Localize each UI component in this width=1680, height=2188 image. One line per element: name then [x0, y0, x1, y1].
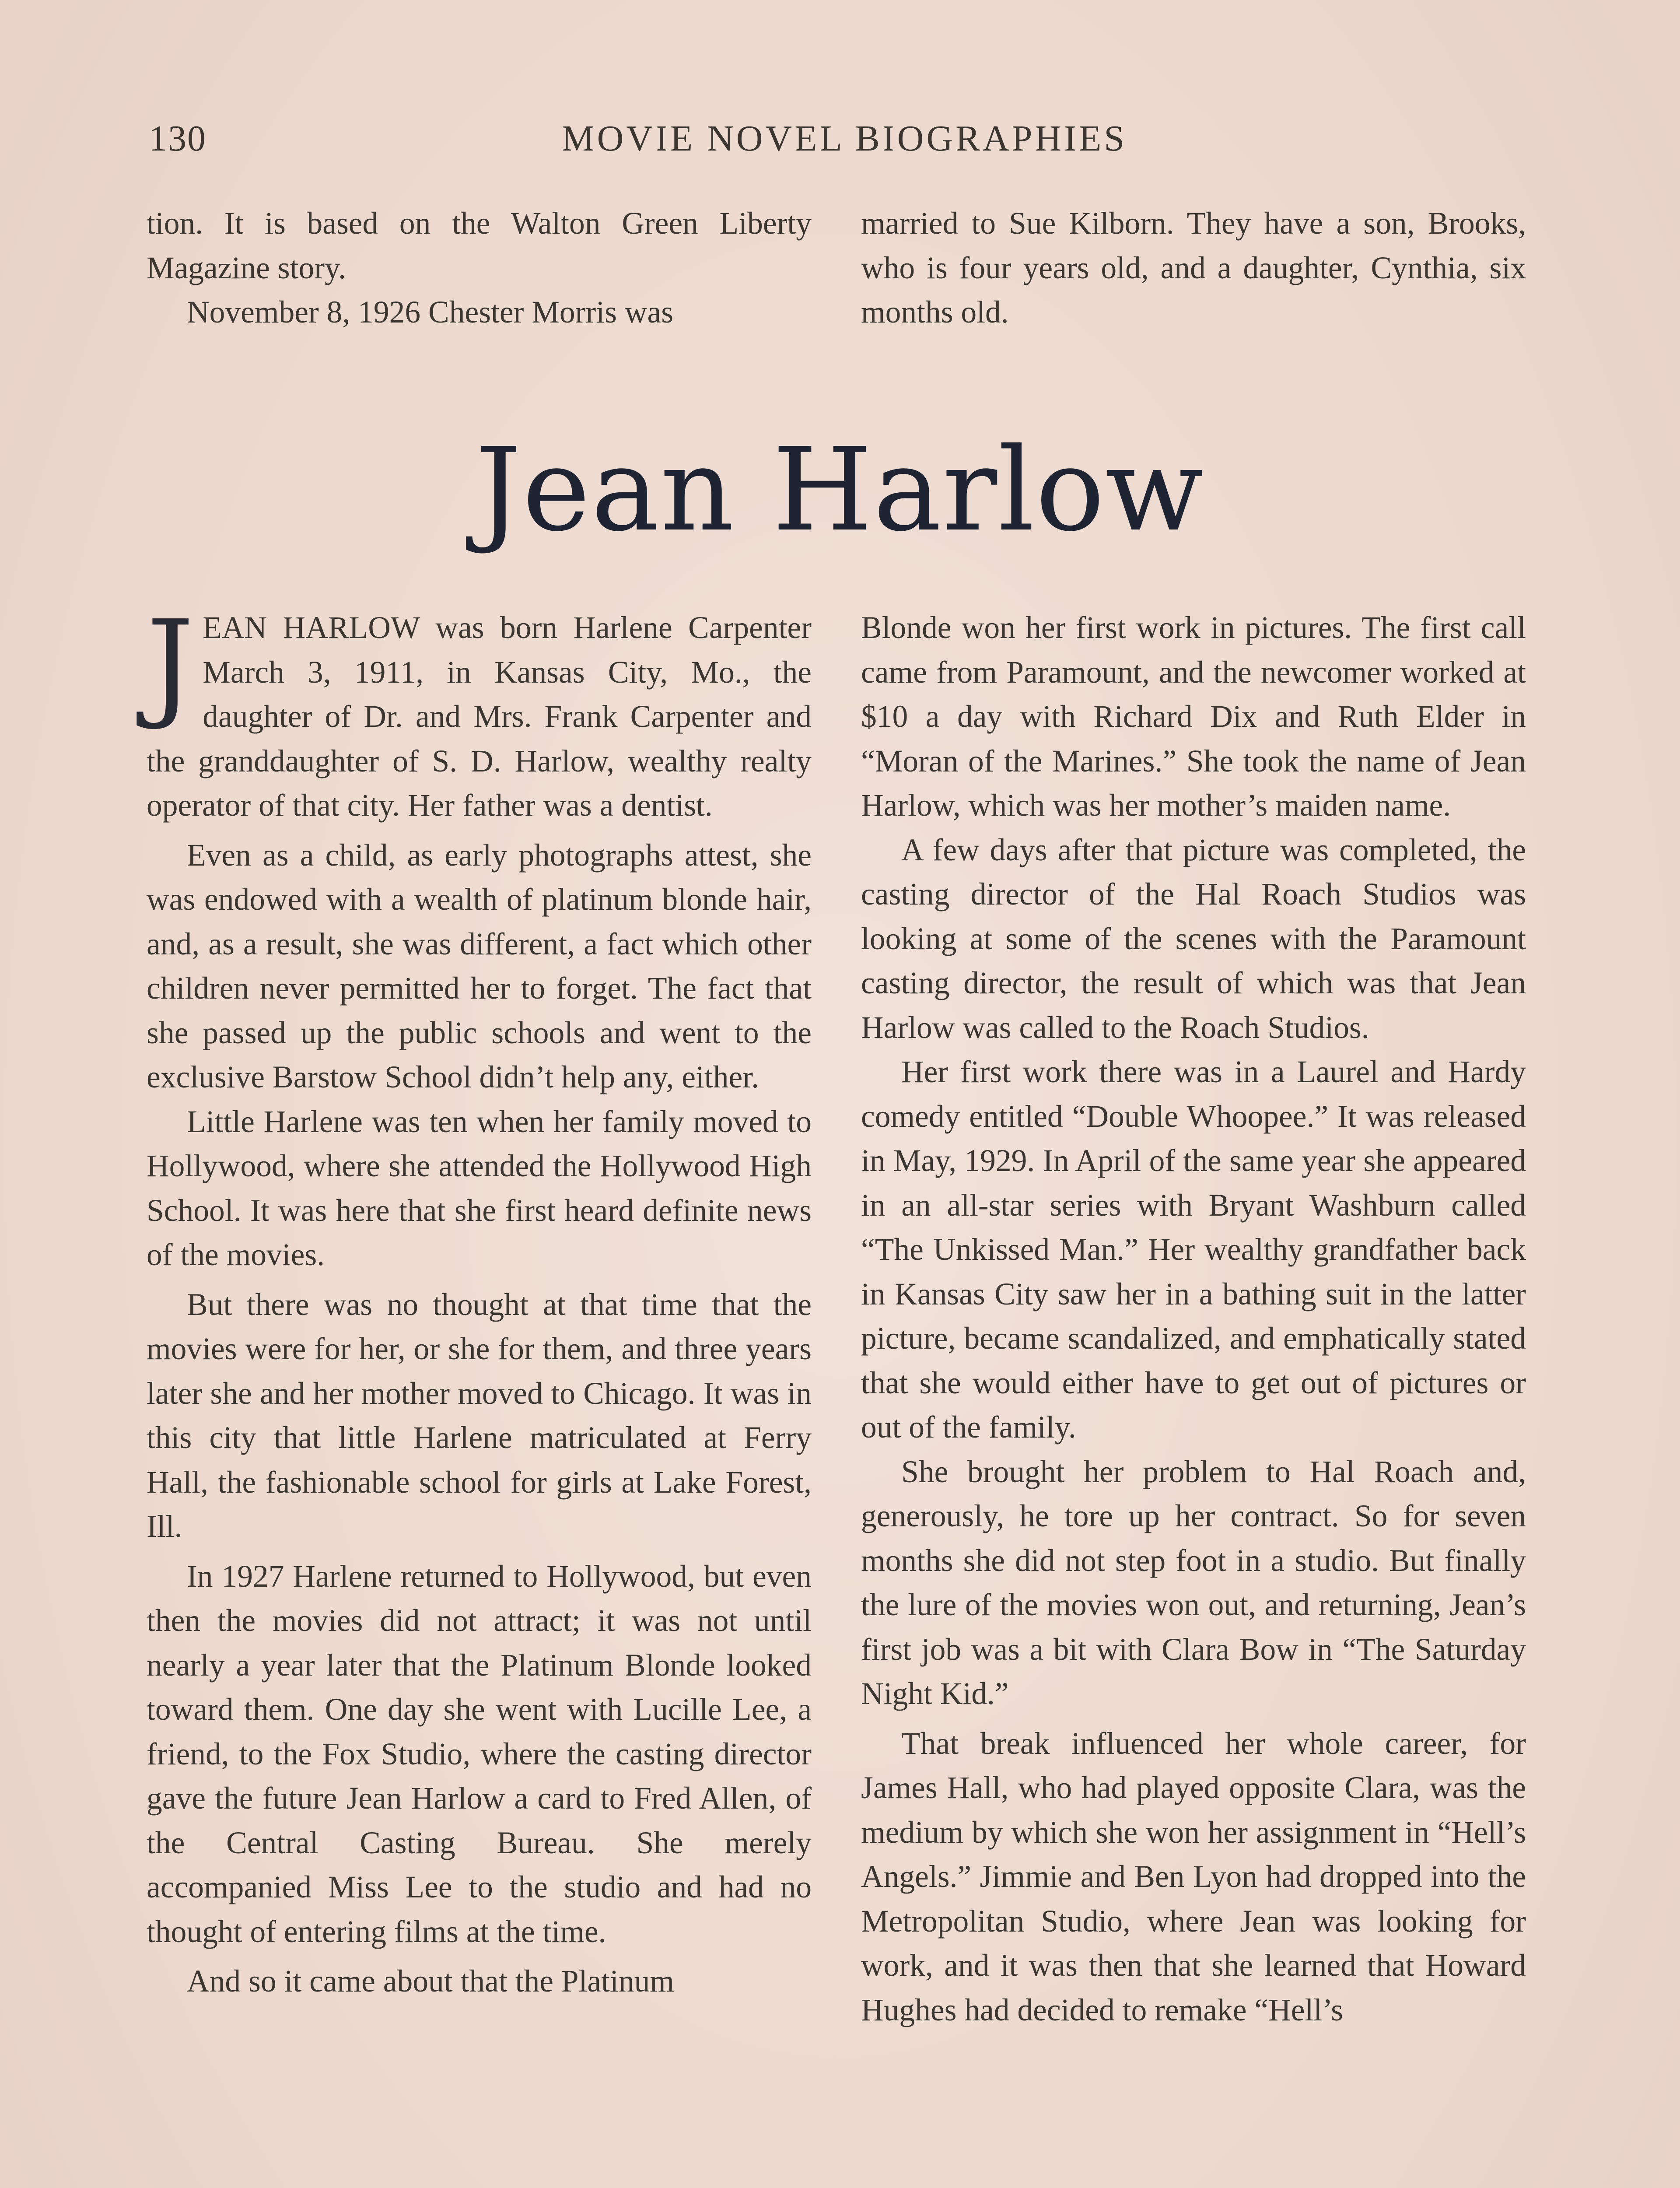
paragraph: But there was no thought at that time that the movies were for her, or she for them, and three years later she and her mother moved to Chicago. It was in this city that little Harlene matriculated at Ferry Hall, the fashionable school for girls at Lake Forest, Ill. — [147, 1287, 812, 1544]
paragraph: She brought her problem to Hal Roach and, generously, he tore up her contract. So for seven months she did not step foot in a studio. But finally the lure of the movies won out, and returning, Jean’s first job was a bit with Clara Bow in “The Saturday Night Kid.” — [861, 1454, 1526, 1711]
paragraph: Little Harlene was ten when her family moved to Hollywood, where she attended the Hollywood High School. It was here that she first heard definite news of the movies. — [147, 1104, 812, 1272]
paragraph: married to Sue Kilborn. They have a son, Brooks, who is four years old, and a daughter, Cynthia, six months old. — [861, 206, 1526, 330]
paragraph: Her first work there was in a Laurel and Hardy comedy entitled “Double Whoopee.” It was released in May, 1929. In April of the same year she appeared in an all-star series with Bryant Washburn called “The Unkissed Man.” Her wealthy grandfather back in Kansas City saw her in a bathing suit in the latter picture, became scandalized, and emphatically stated that she would either have to get out of pictures or out of the family. — [861, 1055, 1526, 1445]
article-title: Jean Harlow — [475, 423, 1205, 557]
paragraph: Even as a child, as early photographs attest, she was endowed with a wealth of platinum blonde hair, and, as a result, she was different, a fact which other children never permitted her to forget. The fact that she passed up the public schools and went to the exclusive Barstow School didn’t help any, either. — [147, 838, 812, 1094]
paragraph: November 8, 1926 Chester Morris was — [187, 295, 674, 330]
paragraph: That break influenced her whole career, for James Hall, who had played opposite Clara, was the medium by which she won her assignment in “Hell’s Angels.” Jimmie and Ben Lyon had dropped into the Metropolitan Studio, where Jean was looking for work, and it was then that she learned that Howard Hughes had decided to remake “Hell’s — [861, 1726, 1526, 2027]
paragraph: tion. It is based on the Walton Green Liberty Magazine story. — [147, 206, 812, 285]
drop-cap: J — [147, 595, 194, 733]
running-head — [149, 117, 1540, 165]
paragraph: And so it came about that the Platinum — [187, 1964, 675, 1999]
previous-article-column-left — [147, 201, 812, 335]
article-column-right — [861, 606, 1526, 2032]
article-column-left — [147, 595, 812, 2004]
previous-article-column-right — [861, 201, 1526, 335]
page-number: 130 — [149, 118, 206, 159]
paragraph: A few days after that picture was completed, the casting director of the Hal Roach Studios was looking at some of the scenes with the Paramount casting director, the result of which was that Jean Harlow was called to the Roach Studios. — [861, 832, 1526, 1045]
paragraph: Blonde won her first work in pictures. The first call came from Paramount, and the newcomer worked at $10 a day with Richard Dix and Ruth Elder in “Moran of the Marines.” She took the name of Jean Harlow, which was her mother’s maiden name. — [861, 610, 1526, 823]
first-paragraph-text: EAN HARLOW was born Harlene Carpenter March 3, 1911, in Kansas City, Mo., the daughter of Dr. and Mrs. Frank Carpenter and the granddaughter of S. D. Harlow, wealthy realty operator of that city. Her father was a dentist. — [147, 610, 812, 823]
first-paragraph — [147, 595, 812, 828]
paragraph: In 1927 Harlene returned to Hollywood, but even then the movies did not attract; it was not until nearly a year later that the Platinum Blonde looked toward them. One day she went with Lucille Lee, a friend, to the Fox Studio, where the casting director gave the future Jean Harlow a card to Fred Allen, of the Central Casting Bureau. She merely accompanied Miss Lee to the studio and had no thought of entering films at the time. — [147, 1559, 812, 1949]
running-title: MOVIE NOVEL BIOGRAPHIES — [561, 118, 1127, 159]
